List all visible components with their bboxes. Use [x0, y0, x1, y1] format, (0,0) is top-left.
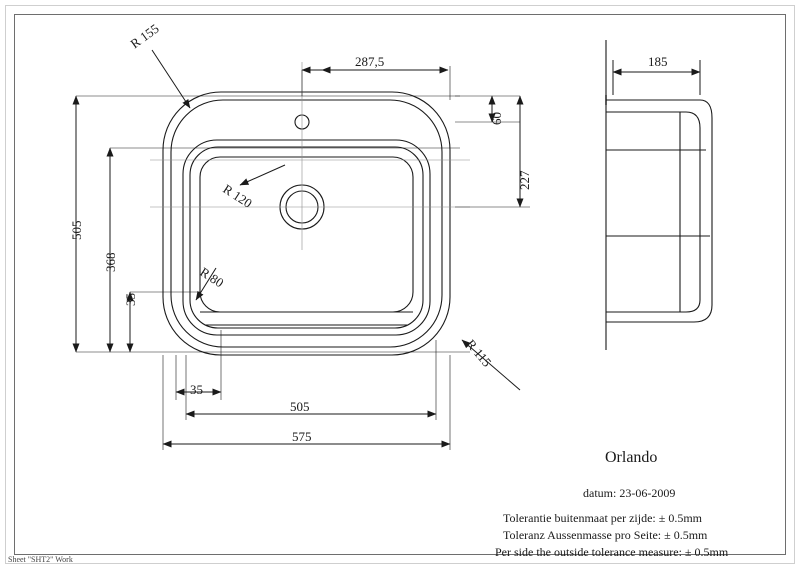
radius-r155: R 155: [127, 20, 162, 52]
sheet-note: Sheet "SHT2" Work: [8, 555, 73, 564]
sink-top-view-outline: [163, 92, 450, 355]
radius-r80: R 80: [197, 264, 227, 291]
drawing-date: datum: 23-06-2009: [583, 486, 676, 500]
tolerance-note-en: Per side the outside tolerance measure: ± 0.5mm: [495, 545, 729, 559]
dimension-287-5: 287,5: [355, 54, 385, 69]
tolerance-note-nl: Tolerantie buitenmaat per zijde: ± 0.5mm: [503, 511, 703, 525]
radius-r115: R 115: [463, 336, 495, 370]
dimension-60: 60: [489, 112, 504, 125]
tolerance-note-de: Toleranz Aussenmasse pro Seite: ± 0.5mm: [503, 528, 708, 542]
dimension-185: 185: [648, 54, 668, 69]
product-title: Orlando: [605, 449, 658, 466]
dimension-575: 575: [292, 429, 312, 444]
dimension-35-vertical: 35: [123, 293, 138, 306]
dimension-368: 368: [103, 252, 118, 272]
radius-r120: R 120: [220, 181, 255, 211]
dimension-227: 227: [517, 170, 532, 190]
dimension-505-vertical: 505: [69, 220, 84, 240]
dimension-505-bottom: 505: [290, 399, 310, 414]
dimension-35-bottom: 35: [190, 382, 203, 397]
sink-side-view-outline: [606, 40, 712, 350]
extension-lines: [76, 66, 530, 450]
